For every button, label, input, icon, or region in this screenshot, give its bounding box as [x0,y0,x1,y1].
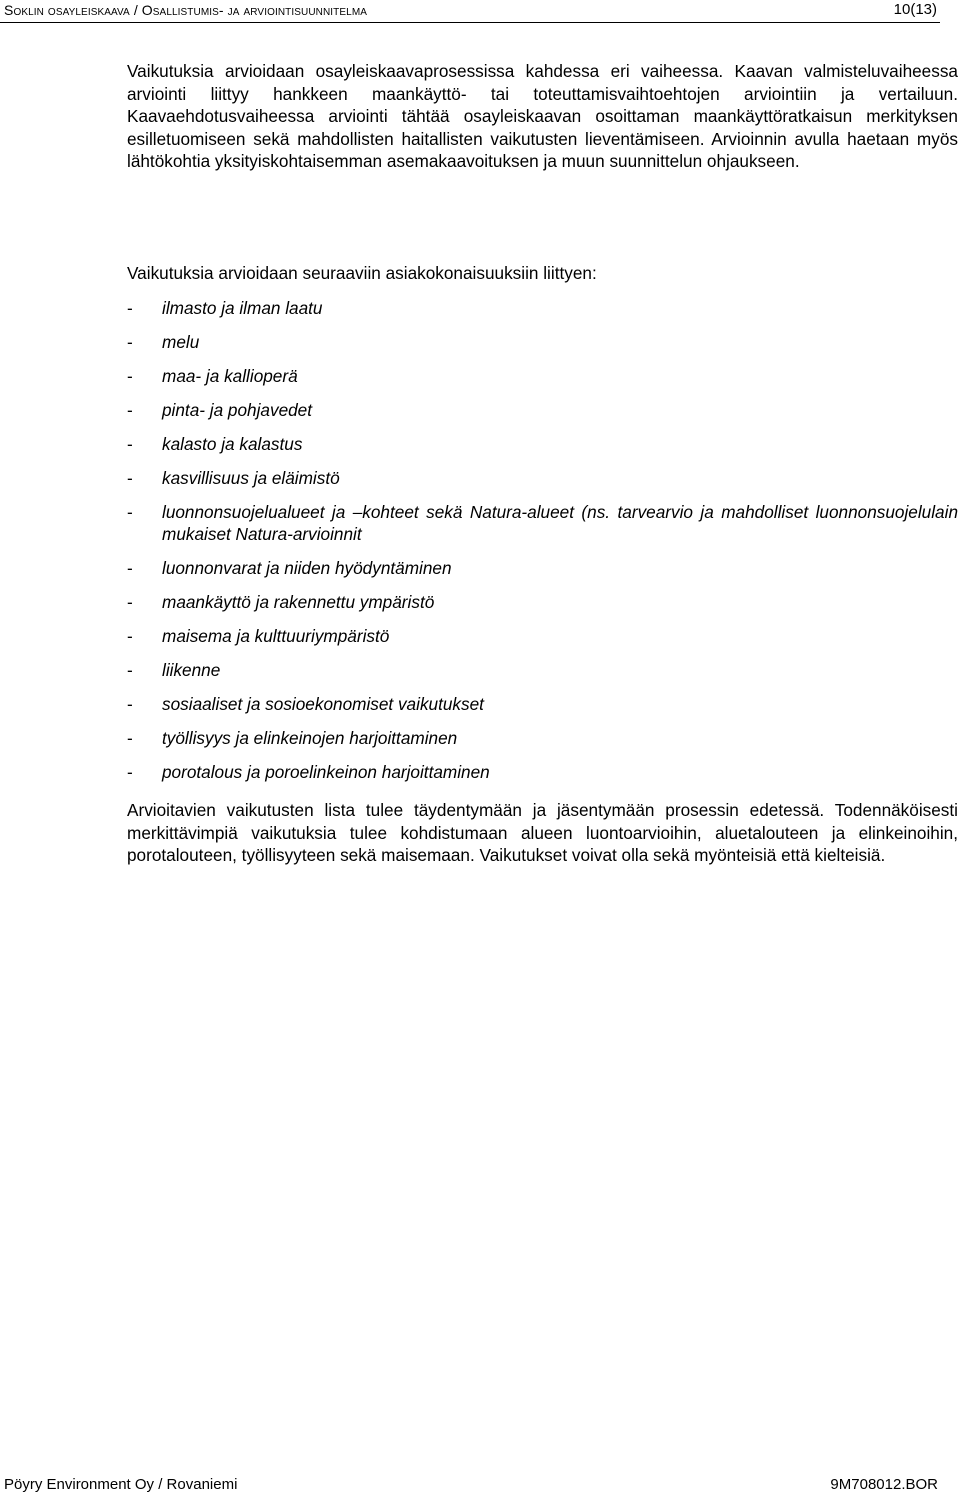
list-item-text: maa- ja kallioperä [162,366,298,386]
footer-company: Pöyry Environment Oy / Rovaniemi [4,1476,238,1493]
list-dash: - [127,762,133,782]
list-item [127,727,958,749]
list-dash: - [127,434,133,454]
document-title: Soklin osayleiskaava / Osallistumis- ja arviointisuunnitelma [4,2,368,18]
list-dash: - [127,502,133,522]
paragraph-assessment-phases: Vaikutuksia arvioidaan osayleiskaavaprosessissa kahdessa eri vaiheessa. Kaavan valmisteluvaiheessa arviointi liittyy hankkeen maankäyttö- tai toteuttamisvaihtoehtojen arviointiin ja vertailuun. Kaavaehdotusvaiheessa arviointi tähtää osayleiskaavan osoittaman maankäyttöratkaisun merkityksen esilletuomiseen sekä mahdollisten haitallisten vaikutusten lieventämiseen. Arvioinnin avulla haetaan myös lähtökohtia yksityiskohtaisemman asemakaavoituksen ja muun suunnittelun ohjaukseen. [127,61,958,172]
list-item-text: pinta- ja pohjavedet [162,400,313,420]
list-item [127,467,958,489]
list-item-text: ilmasto ja ilman laatu [162,298,323,318]
list-dash: - [127,298,133,318]
page-header [0,0,940,23]
list-item-text: kalasto ja kalastus [162,434,303,454]
list-item-text: maisema ja kulttuuriympäristö [162,626,390,646]
list-item-text: työllisyys ja elinkeinojen harjoittaminen [162,728,458,748]
list-item-text: maankäyttö ja rakennettu ympäristö [162,592,435,612]
footer-document-code: 9M708012.BOR [830,1476,938,1493]
list-dash: - [127,366,133,386]
impact-list [127,297,958,795]
list-item [127,625,958,647]
list-dash: - [127,332,133,352]
list-item-text: sosiaaliset ja sosioekonomiset vaikutukset [162,694,484,714]
list-item [127,591,958,613]
list-dash: - [127,694,133,714]
list-item [127,331,958,353]
list-intro: Vaikutuksia arvioidaan seuraaviin asiakokonaisuuksiin liittyen: [127,263,597,283]
list-item [127,693,958,715]
page-number: 10(13) [893,1,937,18]
list-item-text: melu [162,332,200,352]
list-dash: - [127,468,133,488]
list-dash: - [127,558,133,578]
list-item [127,501,958,545]
list-item [127,557,958,579]
list-item [127,433,958,455]
paragraph-conclusion: Arvioitavien vaikutusten lista tulee täydentymään ja jäsentymään prosessin edetessä. Todennäköisesti merkittävimpiä vaikutuksia tulee kohdistumaan alueen luontoarvioihin, aluetalouteen ja elinkeinoihin, porotalouteen, työllisyyteen sekä maisemaan. Vaikutukset voivat olla sekä myönteisiä että kielteisiä. [127,800,958,866]
list-item-text: porotalous ja poroelinkeinon harjoittaminen [162,762,490,782]
list-item [127,659,958,681]
list-dash: - [127,400,133,420]
list-item [127,399,958,421]
list-item-text: liikenne [162,660,221,680]
list-dash: - [127,626,133,646]
list-item [127,297,958,319]
list-item [127,761,958,783]
list-item-text: kasvillisuus ja eläimistö [162,468,340,488]
list-item-text: luonnonsuojelualueet ja –kohteet sekä Natura-alueet (ns. tarvearvio ja mahdolliset luonnonsuojelulain mukaiset Natura-arvioinnit [162,502,958,544]
list-item-text: luonnonvarat ja niiden hyödyntäminen [162,558,452,578]
list-dash: - [127,592,133,612]
list-dash: - [127,728,133,748]
page-footer [0,1476,960,1494]
list-dash: - [127,660,133,680]
list-item [127,365,958,387]
